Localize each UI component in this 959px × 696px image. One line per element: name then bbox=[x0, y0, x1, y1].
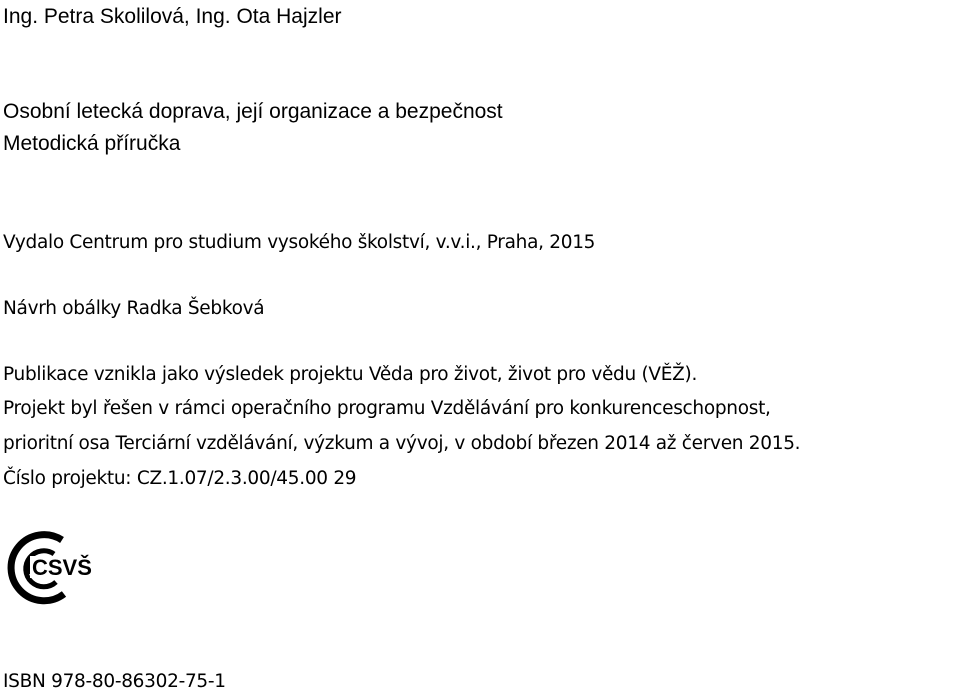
cover-design-credit: Návrh obálky Radka Šebková bbox=[3, 298, 265, 319]
project-text-line-3: prioritní osa Terciární vzdělávání, výzkum a vývoj, v období březen 2014 až červen 2015. bbox=[3, 433, 801, 454]
csvs-logo bbox=[2, 530, 94, 606]
isbn: ISBN 978-80-86302-75-1 bbox=[3, 671, 226, 692]
document-title: Osobní letecká doprava, její organizace a bezpečnost bbox=[3, 100, 503, 123]
document-subtitle: Metodická příručka bbox=[3, 132, 181, 155]
project-text-line-2: Projekt byl řešen v rámci operačního programu Vzdělávání pro konkurenceschopnost, bbox=[3, 398, 771, 419]
logo-text: CSVŠ bbox=[32, 555, 92, 580]
publisher-line: Vydalo Centrum pro studium vysokého školství, v.v.i., Praha, 2015 bbox=[3, 232, 596, 253]
project-number: Číslo projektu: CZ.1.07/2.3.00/45.00 29 bbox=[3, 468, 357, 489]
project-text-line-1: Publikace vznikla jako výsledek projektu Věda pro život, život pro vědu (VĚŽ). bbox=[3, 364, 698, 385]
authors: Ing. Petra Skolilová, Ing. Ota Hajzler bbox=[3, 5, 342, 28]
csvs-logo-graphic bbox=[2, 530, 94, 606]
